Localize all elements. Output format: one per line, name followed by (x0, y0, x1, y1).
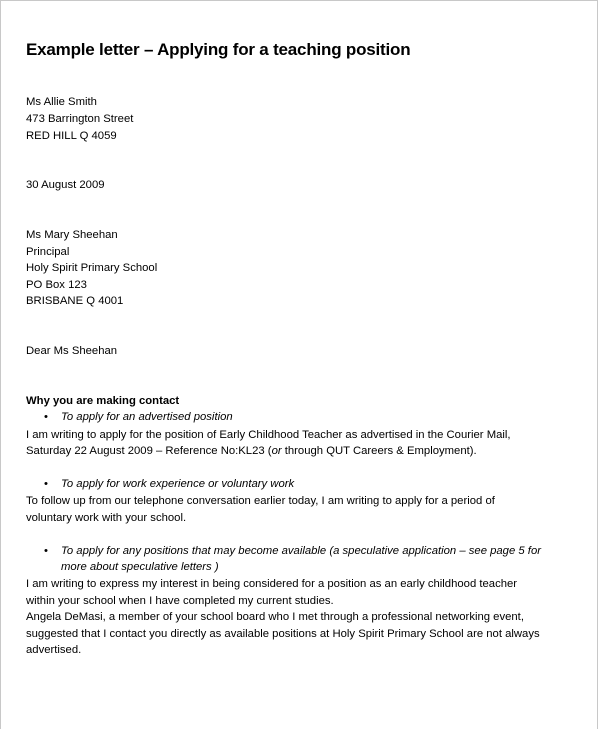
bullet-voluntary-text: To apply for work experience or voluntary work (61, 478, 295, 490)
advertised-line-1: I am writing to apply for the position of Early Childhood Teacher as advertised in the Courier Mail, (26, 429, 511, 441)
recipient-school: Holy Spirit Primary School (26, 262, 158, 274)
bullet-dot: • (44, 411, 48, 423)
bullet-dot: • (44, 545, 48, 557)
voluntary-line-2: voluntary work with your school. (26, 512, 187, 524)
speculative-line-2: within your school when I have completed my current studies. (26, 595, 334, 607)
letter-date: 30 August 2009 (26, 179, 105, 191)
recipient-role: Principal (26, 246, 70, 258)
speculative-line-4: suggested that I contact you directly as available positions at Holy Spirit Primary School are not always (26, 628, 540, 640)
recipient-box: PO Box 123 (26, 279, 87, 291)
salutation: Dear Ms Sheehan (26, 345, 118, 357)
advertised-line-2-a: Saturday 22 August 2009 – Reference No:KL23 ( (26, 445, 272, 457)
bullet-speculative-text-2: more about speculative letters ) (61, 561, 219, 573)
advertised-line-2 (26, 443, 477, 460)
speculative-line-3: Angela DeMasi, a member of your school board who I met through a professional networking event, (26, 611, 524, 623)
recipient-city: BRISBANE Q 4001 (26, 295, 124, 307)
sender-name: Ms Allie Smith (26, 96, 97, 108)
bullet-advertised-text: To apply for an advertised position (61, 411, 233, 423)
sender-city: RED HILL Q 4059 (26, 130, 117, 142)
bullet-dot: • (44, 478, 48, 490)
bullet-speculative-text: To apply for any positions that may become available (a speculative application – see page 5 for (61, 545, 541, 557)
speculative-line-5: advertised. (26, 644, 82, 656)
sender-street: 473 Barrington Street (26, 113, 134, 125)
page-title: Example letter – Applying for a teaching position (26, 40, 411, 59)
advertised-line-2-or: or (271, 445, 282, 457)
speculative-line-1: I am writing to express my interest in being considered for a position as an early childhood teacher (26, 578, 518, 590)
section-heading: Why you are making contact (26, 395, 180, 407)
voluntary-line-1: To follow up from our telephone conversation earlier today, I am writing to apply for a period of (26, 495, 495, 507)
recipient-name: Ms Mary Sheehan (26, 229, 118, 241)
advertised-line-2-c: through QUT Careers & Employment). (281, 445, 477, 457)
